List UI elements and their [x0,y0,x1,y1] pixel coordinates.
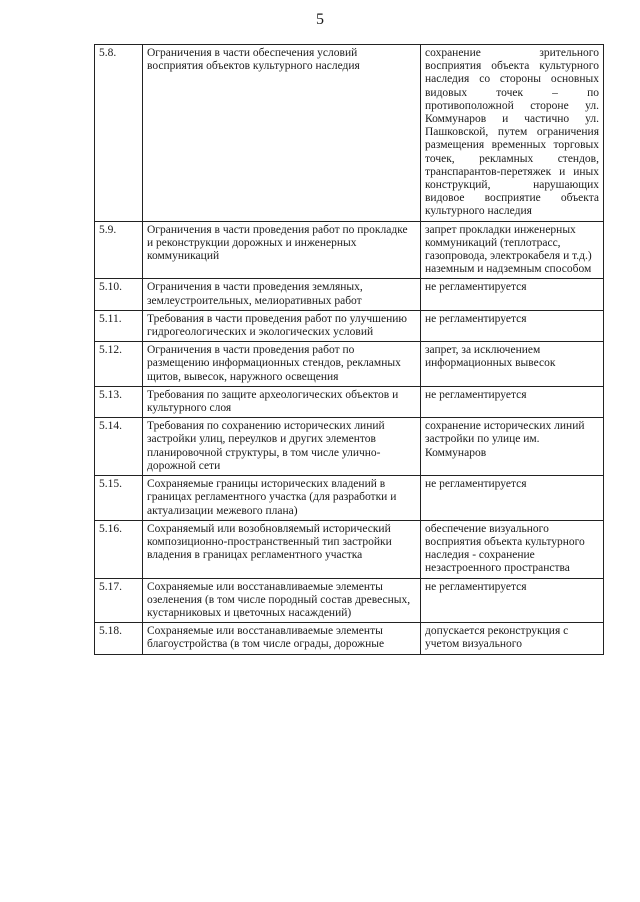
table-row [95,578,604,623]
table-row [95,279,604,310]
row-value: сохранение зрительного восприятия объекта культурного наследия со стороны основных видовых точек – по противоположной стороне ул. Коммунаров и частично ул. Пашковской, путем ограничения размещения временных торговых точек, рекламных стендов, транспарантов-перетяжек и иных конструкций, нарушающих видовое восприятие объекта культурного наследия [421,45,604,222]
table-row [95,520,604,578]
table-row [95,310,604,341]
row-number: 5.10. [95,279,143,310]
row-name: Сохраняемый или возобновляемый исторический композиционно-пространственный тип застройки владения в границах регламентного участка [143,520,421,578]
row-value: не регламентируется [421,279,604,310]
row-value: запрет прокладки инженерных коммуникаций (теплотрасс, газопровода, электрокабеля и т.д.) наземным и надземным способом [421,221,604,279]
row-number: 5.14. [95,418,143,476]
row-name: Сохраняемые или восстанавливаемые элементы благоустройства (в том числе ограды, дорожные [143,623,421,654]
row-name: Требования по сохранению исторических линий застройки улиц, переулков и других элементов планировочной структуры, в том числе улично-дорожной сети [143,418,421,476]
row-number: 5.11. [95,310,143,341]
row-value: обеспечение визуального восприятия объекта культурного наследия - сохранение незастроенного пространства [421,520,604,578]
row-number: 5.12. [95,342,143,387]
table-row [95,476,604,521]
row-value: не регламентируется [421,386,604,417]
row-name: Сохраняемые границы исторических владений в границах регламентного участка (для разработки и актуализации межевого плана) [143,476,421,521]
table-row [95,342,604,387]
row-value: допускается реконструкция с учетом визуального [421,623,604,654]
row-name: Требования по защите археологических объектов и культурного слоя [143,386,421,417]
row-name: Ограничения в части проведения работ по прокладке и реконструкции дорожных и инженерных коммуникаций [143,221,421,279]
row-value: запрет, за исключением информационных вывесок [421,342,604,387]
row-number: 5.9. [95,221,143,279]
table-row [95,623,604,654]
table-row [95,45,604,222]
row-value: не регламентируется [421,310,604,341]
row-name: Ограничения в части проведения работ по размещению информационных стендов, рекламных щитов, вывесок, наружного освещения [143,342,421,387]
table-row [95,418,604,476]
row-value: не регламентируется [421,578,604,623]
row-name: Ограничения в части обеспечения условий восприятия объектов культурного наследия [143,45,421,222]
row-number: 5.15. [95,476,143,521]
row-name: Требования в части проведения работ по улучшению гидрогеологических и экологических условий [143,310,421,341]
table-row [95,221,604,279]
row-name: Сохраняемые или восстанавливаемые элементы озеленения (в том числе породный состав древесных, кустарниковых и цветочных насаждений) [143,578,421,623]
row-name: Ограничения в части проведения земляных, землеустроительных, мелиоративных работ [143,279,421,310]
regulations-table [94,44,604,655]
page-number: 5 [316,11,324,28]
row-value: не регламентируется [421,476,604,521]
row-number: 5.17. [95,578,143,623]
row-number: 5.16. [95,520,143,578]
row-number: 5.8. [95,45,143,222]
row-number: 5.13. [95,386,143,417]
table-row [95,386,604,417]
row-number: 5.18. [95,623,143,654]
row-value: сохранение исторических линий застройки по улице им. Коммунаров [421,418,604,476]
